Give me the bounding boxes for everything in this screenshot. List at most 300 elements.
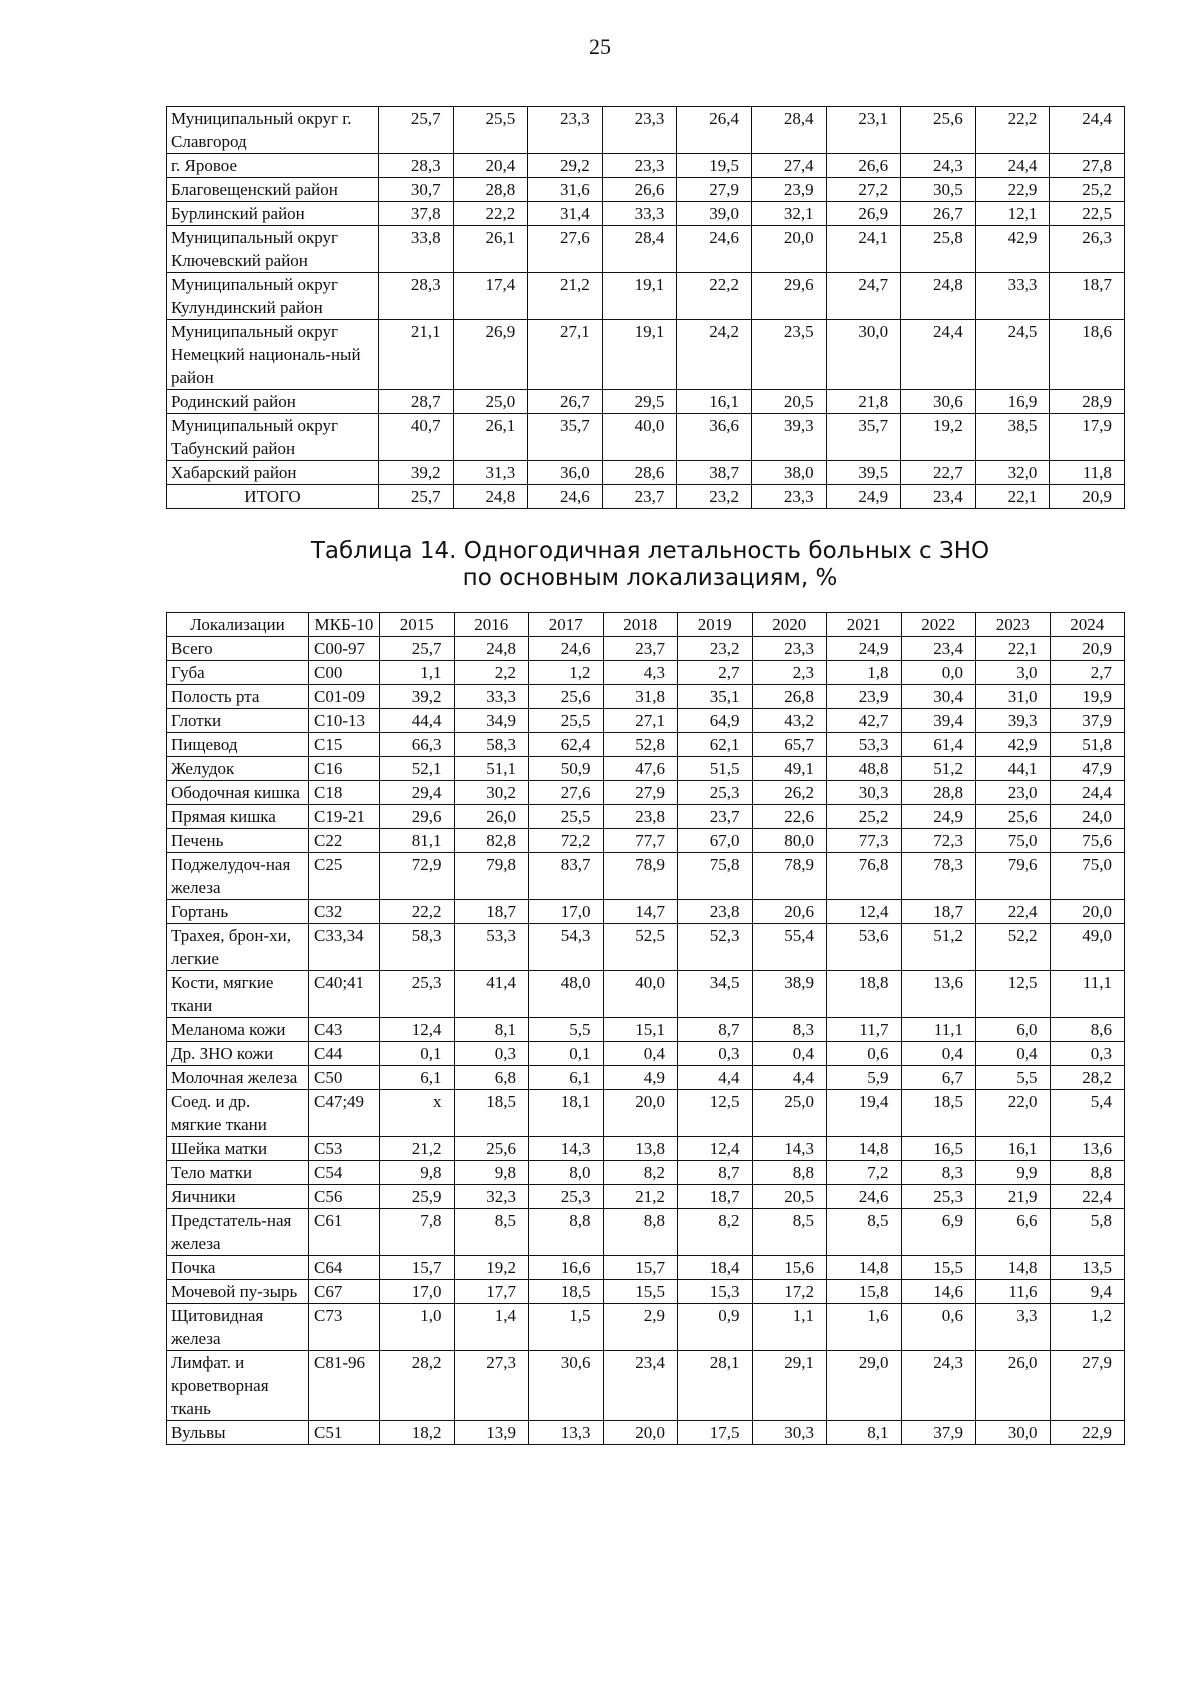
value-cell: 22,7 <box>901 461 976 485</box>
value-cell: 15,8 <box>827 1280 902 1304</box>
value-cell: 30,3 <box>752 1421 827 1445</box>
value-cell: 21,2 <box>603 1185 678 1209</box>
value-cell: 9,8 <box>380 1161 455 1185</box>
value-cell: 55,4 <box>752 924 827 971</box>
value-cell: 15,1 <box>603 1018 678 1042</box>
table-row <box>167 461 1125 485</box>
value-cell: 5,4 <box>1050 1090 1125 1137</box>
value-cell: 11,1 <box>1050 971 1125 1018</box>
value-cell: 25,0 <box>453 390 528 414</box>
value-cell: 1,1 <box>752 1304 827 1351</box>
table-row <box>167 390 1125 414</box>
value-cell: х <box>380 1090 455 1137</box>
value-cell: 25,5 <box>529 805 604 829</box>
icd-code: С00-97 <box>309 637 380 661</box>
value-cell: 29,2 <box>528 154 603 178</box>
value-cell: 21,2 <box>380 1137 455 1161</box>
district-name: Муниципальный округ Табунский район <box>167 414 379 461</box>
value-cell: 18,6 <box>1050 320 1125 390</box>
value-cell: 28,6 <box>602 461 677 485</box>
district-lethality-table <box>166 106 1125 509</box>
district-name: Муниципальный округ Немецкий националь-ный район <box>167 320 379 390</box>
localization-name: Тело матки <box>167 1161 309 1185</box>
value-cell: 44,1 <box>976 757 1051 781</box>
value-cell: 8,2 <box>678 1209 753 1256</box>
value-cell: 30,2 <box>454 781 529 805</box>
table-row <box>167 900 1125 924</box>
value-cell: 15,7 <box>603 1256 678 1280</box>
table-row <box>167 1280 1125 1304</box>
value-cell: 8,8 <box>529 1209 604 1256</box>
value-cell: 20,5 <box>752 1185 827 1209</box>
value-cell: 27,9 <box>603 781 678 805</box>
value-cell: 13,5 <box>1050 1256 1125 1280</box>
value-cell: 38,7 <box>677 461 752 485</box>
value-cell: 40,0 <box>603 971 678 1018</box>
value-cell: 28,4 <box>751 107 826 154</box>
value-cell: 23,9 <box>751 178 826 202</box>
table-row <box>167 733 1125 757</box>
value-cell: 23,7 <box>602 485 677 509</box>
value-cell: 25,6 <box>976 805 1051 829</box>
value-cell: 18,7 <box>1050 273 1125 320</box>
value-cell: 26,3 <box>1050 226 1125 273</box>
value-cell: 24,1 <box>826 226 901 273</box>
value-cell: 49,0 <box>1050 924 1125 971</box>
value-cell: 0,1 <box>380 1042 455 1066</box>
value-cell: 14,3 <box>752 1137 827 1161</box>
value-cell: 23,3 <box>528 107 603 154</box>
header-year: 2018 <box>603 613 678 637</box>
table-row <box>167 709 1125 733</box>
header-year: 2024 <box>1050 613 1125 637</box>
value-cell: 26,7 <box>901 202 976 226</box>
icd-code: С67 <box>309 1280 380 1304</box>
value-cell: 23,5 <box>751 320 826 390</box>
value-cell: 30,7 <box>379 178 454 202</box>
value-cell: 30,4 <box>901 685 976 709</box>
value-cell: 1,0 <box>380 1304 455 1351</box>
table-row <box>167 1209 1125 1256</box>
localization-name: Поджелудоч-ная железа <box>167 853 309 900</box>
table-row <box>167 829 1125 853</box>
table-row <box>167 1018 1125 1042</box>
value-cell: 5,8 <box>1050 1209 1125 1256</box>
icd-code: С50 <box>309 1066 380 1090</box>
value-cell: 53,3 <box>454 924 529 971</box>
localization-name: Прямая кишка <box>167 805 309 829</box>
localization-name: Молочная железа <box>167 1066 309 1090</box>
value-cell: 7,8 <box>380 1209 455 1256</box>
value-cell: 22,4 <box>1050 1185 1125 1209</box>
value-cell: 26,8 <box>752 685 827 709</box>
table-row <box>167 107 1125 154</box>
value-cell: 24,3 <box>901 154 976 178</box>
value-cell: 17,4 <box>453 273 528 320</box>
value-cell: 25,6 <box>901 107 976 154</box>
value-cell: 38,9 <box>752 971 827 1018</box>
value-cell: 25,3 <box>529 1185 604 1209</box>
value-cell: 8,7 <box>678 1018 753 1042</box>
value-cell: 49,1 <box>752 757 827 781</box>
value-cell: 17,7 <box>454 1280 529 1304</box>
value-cell: 19,5 <box>677 154 752 178</box>
header-year: 2015 <box>380 613 455 637</box>
value-cell: 77,7 <box>603 829 678 853</box>
localization-name: Трахея, брон-хи, легкие <box>167 924 309 971</box>
value-cell: 22,2 <box>975 107 1050 154</box>
value-cell: 52,1 <box>380 757 455 781</box>
value-cell: 38,5 <box>975 414 1050 461</box>
value-cell: 2,7 <box>678 661 753 685</box>
value-cell: 14,8 <box>976 1256 1051 1280</box>
value-cell: 39,4 <box>901 709 976 733</box>
value-cell: 51,8 <box>1050 733 1125 757</box>
value-cell: 42,9 <box>975 226 1050 273</box>
value-cell: 27,9 <box>1050 1351 1125 1421</box>
icd-code: С81-96 <box>309 1351 380 1421</box>
value-cell: 25,6 <box>454 1137 529 1161</box>
value-cell: 27,1 <box>603 709 678 733</box>
value-cell: 29,1 <box>752 1351 827 1421</box>
value-cell: 82,8 <box>454 829 529 853</box>
value-cell: 29,4 <box>380 781 455 805</box>
table-row <box>167 637 1125 661</box>
value-cell: 1,2 <box>529 661 604 685</box>
value-cell: 29,6 <box>751 273 826 320</box>
value-cell: 18,8 <box>827 971 902 1018</box>
value-cell: 17,9 <box>1050 414 1125 461</box>
value-cell: 48,8 <box>827 757 902 781</box>
table-row <box>167 1421 1125 1445</box>
value-cell: 0,6 <box>901 1304 976 1351</box>
value-cell: 25,3 <box>380 971 455 1018</box>
value-cell: 21,9 <box>976 1185 1051 1209</box>
value-cell: 51,5 <box>678 757 753 781</box>
localization-name: Пищевод <box>167 733 309 757</box>
value-cell: 23,1 <box>826 107 901 154</box>
value-cell: 32,3 <box>454 1185 529 1209</box>
value-cell: 39,5 <box>826 461 901 485</box>
localization-name: Желудок <box>167 757 309 781</box>
value-cell: 23,4 <box>603 1351 678 1421</box>
value-cell: 27,9 <box>677 178 752 202</box>
localization-name: Полость рта <box>167 685 309 709</box>
icd-code: С25 <box>309 853 380 900</box>
value-cell: 16,1 <box>976 1137 1051 1161</box>
value-cell: 25,3 <box>678 781 753 805</box>
value-cell: 78,9 <box>603 853 678 900</box>
value-cell: 37,9 <box>901 1421 976 1445</box>
value-cell: 19,1 <box>602 320 677 390</box>
value-cell: 16,9 <box>975 390 1050 414</box>
value-cell: 53,3 <box>827 733 902 757</box>
value-cell: 26,0 <box>976 1351 1051 1421</box>
table-row <box>167 1256 1125 1280</box>
value-cell: 13,6 <box>901 971 976 1018</box>
value-cell: 25,5 <box>529 709 604 733</box>
table-row <box>167 1185 1125 1209</box>
localization-name: Яичники <box>167 1185 309 1209</box>
value-cell: 62,1 <box>678 733 753 757</box>
icd-code: С32 <box>309 900 380 924</box>
value-cell: 24,7 <box>826 273 901 320</box>
value-cell: 72,2 <box>529 829 604 853</box>
value-cell: 30,6 <box>901 390 976 414</box>
value-cell: 48,0 <box>529 971 604 1018</box>
localization-name: Др. ЗНО кожи <box>167 1042 309 1066</box>
value-cell: 8,3 <box>901 1161 976 1185</box>
icd-code: С61 <box>309 1209 380 1256</box>
value-cell: 6,1 <box>529 1066 604 1090</box>
value-cell: 20,0 <box>1050 900 1125 924</box>
icd-code: С54 <box>309 1161 380 1185</box>
district-name: Хабарский район <box>167 461 379 485</box>
table-row <box>167 320 1125 390</box>
value-cell: 23,4 <box>901 485 976 509</box>
value-cell: 67,0 <box>678 829 753 853</box>
value-cell: 26,1 <box>453 414 528 461</box>
value-cell: 22,4 <box>976 900 1051 924</box>
value-cell: 20,5 <box>751 390 826 414</box>
value-cell: 22,9 <box>975 178 1050 202</box>
localization-name: Печень <box>167 829 309 853</box>
value-cell: 23,0 <box>976 781 1051 805</box>
value-cell: 19,9 <box>1050 685 1125 709</box>
value-cell: 78,9 <box>752 853 827 900</box>
value-cell: 72,3 <box>901 829 976 853</box>
table-row <box>167 1161 1125 1185</box>
value-cell: 31,8 <box>603 685 678 709</box>
value-cell: 11,1 <box>901 1018 976 1042</box>
value-cell: 25,7 <box>379 107 454 154</box>
value-cell: 0,4 <box>901 1042 976 1066</box>
value-cell: 26,6 <box>602 178 677 202</box>
value-cell: 0,3 <box>1050 1042 1125 1066</box>
value-cell: 25,2 <box>827 805 902 829</box>
value-cell: 66,3 <box>380 733 455 757</box>
value-cell: 28,7 <box>379 390 454 414</box>
value-cell: 53,6 <box>827 924 902 971</box>
value-cell: 58,3 <box>454 733 529 757</box>
value-cell: 26,2 <box>752 781 827 805</box>
value-cell: 23,2 <box>677 485 752 509</box>
value-cell: 28,8 <box>453 178 528 202</box>
value-cell: 83,7 <box>529 853 604 900</box>
table-row <box>167 805 1125 829</box>
value-cell: 75,6 <box>1050 829 1125 853</box>
value-cell: 13,6 <box>1050 1137 1125 1161</box>
value-cell: 24,6 <box>677 226 752 273</box>
value-cell: 23,7 <box>603 637 678 661</box>
value-cell: 18,5 <box>454 1090 529 1137</box>
value-cell: 30,5 <box>901 178 976 202</box>
localization-name: Всего <box>167 637 309 661</box>
value-cell: 14,3 <box>529 1137 604 1161</box>
value-cell: 28,4 <box>602 226 677 273</box>
value-cell: 15,6 <box>752 1256 827 1280</box>
value-cell: 8,5 <box>454 1209 529 1256</box>
value-cell: 19,2 <box>454 1256 529 1280</box>
value-cell: 20,4 <box>453 154 528 178</box>
value-cell: 24,9 <box>901 805 976 829</box>
value-cell: 58,3 <box>380 924 455 971</box>
district-name: Муниципальный округ Кулундинский район <box>167 273 379 320</box>
value-cell: 80,0 <box>752 829 827 853</box>
value-cell: 30,0 <box>826 320 901 390</box>
value-cell: 6,8 <box>454 1066 529 1090</box>
value-cell: 24,5 <box>975 320 1050 390</box>
value-cell: 12,4 <box>380 1018 455 1042</box>
value-cell: 50,9 <box>529 757 604 781</box>
value-cell: 20,6 <box>752 900 827 924</box>
value-cell: 18,7 <box>901 900 976 924</box>
icd-code: С15 <box>309 733 380 757</box>
value-cell: 16,1 <box>677 390 752 414</box>
value-cell: 24,3 <box>901 1351 976 1421</box>
value-cell: 65,7 <box>752 733 827 757</box>
value-cell: 42,7 <box>827 709 902 733</box>
value-cell: 39,0 <box>677 202 752 226</box>
value-cell: 17,2 <box>752 1280 827 1304</box>
value-cell: 29,6 <box>380 805 455 829</box>
icd-code: С51 <box>309 1421 380 1445</box>
table-row <box>167 1137 1125 1161</box>
header-year: 2021 <box>827 613 902 637</box>
value-cell: 52,2 <box>976 924 1051 971</box>
value-cell: 25,3 <box>901 1185 976 1209</box>
value-cell: 28,8 <box>901 781 976 805</box>
value-cell: 24,4 <box>901 320 976 390</box>
value-cell: 52,3 <box>678 924 753 971</box>
value-cell: 33,8 <box>379 226 454 273</box>
value-cell: 18,1 <box>529 1090 604 1137</box>
value-cell: 12,4 <box>827 900 902 924</box>
table-row <box>167 154 1125 178</box>
value-cell: 26,1 <box>453 226 528 273</box>
header-year: 2016 <box>454 613 529 637</box>
table-row <box>167 1090 1125 1137</box>
value-cell: 26,9 <box>826 202 901 226</box>
value-cell: 4,4 <box>752 1066 827 1090</box>
value-cell: 75,8 <box>678 853 753 900</box>
value-cell: 0,4 <box>752 1042 827 1066</box>
value-cell: 54,3 <box>529 924 604 971</box>
table-row <box>167 1351 1125 1421</box>
value-cell: 1,8 <box>827 661 902 685</box>
value-cell: 8,1 <box>827 1421 902 1445</box>
value-cell: 6,9 <box>901 1209 976 1256</box>
value-cell: 9,9 <box>976 1161 1051 1185</box>
value-cell: 30,3 <box>827 781 902 805</box>
table-row <box>167 202 1125 226</box>
value-cell: 81,1 <box>380 829 455 853</box>
value-cell: 15,7 <box>380 1256 455 1280</box>
value-cell: 2,3 <box>752 661 827 685</box>
value-cell: 0,9 <box>678 1304 753 1351</box>
value-cell: 5,5 <box>529 1018 604 1042</box>
value-cell: 8,8 <box>752 1161 827 1185</box>
value-cell: 27,1 <box>528 320 603 390</box>
value-cell: 11,7 <box>827 1018 902 1042</box>
value-cell: 25,7 <box>380 637 455 661</box>
value-cell: 34,5 <box>678 971 753 1018</box>
value-cell: 15,3 <box>678 1280 753 1304</box>
value-cell: 19,2 <box>901 414 976 461</box>
table-row <box>167 1304 1125 1351</box>
value-cell: 16,5 <box>901 1137 976 1161</box>
value-cell: 52,8 <box>603 733 678 757</box>
value-cell: 30,0 <box>976 1421 1051 1445</box>
value-cell: 24,9 <box>826 485 901 509</box>
localization-name: Меланома кожи <box>167 1018 309 1042</box>
value-cell: 29,0 <box>827 1351 902 1421</box>
value-cell: 18,5 <box>529 1280 604 1304</box>
value-cell: 25,7 <box>379 485 454 509</box>
value-cell: 22,0 <box>976 1090 1051 1137</box>
icd-code: С40;41 <box>309 971 380 1018</box>
value-cell: 5,9 <box>827 1066 902 1090</box>
value-cell: 24,4 <box>1050 107 1125 154</box>
table-row <box>167 178 1125 202</box>
value-cell: 24,0 <box>1050 805 1125 829</box>
header-year: 2020 <box>752 613 827 637</box>
value-cell: 27,2 <box>826 178 901 202</box>
table-14-caption-line2: по основным локализациям, % <box>462 565 838 591</box>
value-cell: 31,4 <box>528 202 603 226</box>
value-cell: 18,5 <box>901 1090 976 1137</box>
value-cell: 12,5 <box>976 971 1051 1018</box>
value-cell: 2,2 <box>454 661 529 685</box>
value-cell: 24,4 <box>1050 781 1125 805</box>
value-cell: 21,8 <box>826 390 901 414</box>
value-cell: 23,7 <box>678 805 753 829</box>
value-cell: 0,3 <box>678 1042 753 1066</box>
value-cell: 78,3 <box>901 853 976 900</box>
table-row <box>167 971 1125 1018</box>
value-cell: 39,3 <box>976 709 1051 733</box>
value-cell: 33,3 <box>454 685 529 709</box>
value-cell: 0,4 <box>976 1042 1051 1066</box>
value-cell: 30,6 <box>529 1351 604 1421</box>
value-cell: 31,3 <box>453 461 528 485</box>
value-cell: 1,5 <box>529 1304 604 1351</box>
total-label: ИТОГО <box>167 485 379 509</box>
district-name: Родинский район <box>167 390 379 414</box>
value-cell: 51,2 <box>901 924 976 971</box>
value-cell: 15,5 <box>603 1280 678 1304</box>
value-cell: 23,8 <box>603 805 678 829</box>
value-cell: 17,0 <box>380 1280 455 1304</box>
value-cell: 27,6 <box>529 781 604 805</box>
icd-code: С22 <box>309 829 380 853</box>
value-cell: 15,5 <box>901 1256 976 1280</box>
value-cell: 77,3 <box>827 829 902 853</box>
localization-name: Предстатель-ная железа <box>167 1209 309 1256</box>
value-cell: 25,0 <box>752 1090 827 1137</box>
value-cell: 28,2 <box>380 1351 455 1421</box>
value-cell: 24,9 <box>827 637 902 661</box>
value-cell: 9,4 <box>1050 1280 1125 1304</box>
value-cell: 4,9 <box>603 1066 678 1090</box>
value-cell: 11,8 <box>1050 461 1125 485</box>
table-row <box>167 273 1125 320</box>
table-row <box>167 226 1125 273</box>
value-cell: 32,1 <box>751 202 826 226</box>
value-cell: 24,6 <box>528 485 603 509</box>
icd-code: С19-21 <box>309 805 380 829</box>
value-cell: 24,2 <box>677 320 752 390</box>
